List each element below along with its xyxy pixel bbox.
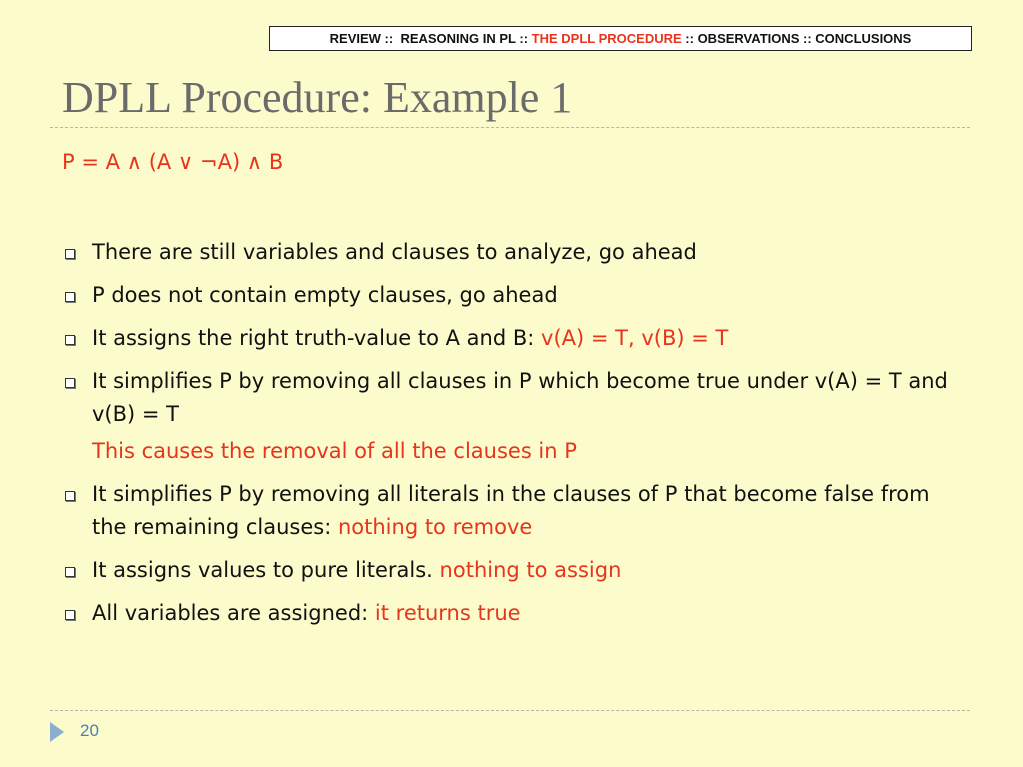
checkbox-bullet-icon — [62, 236, 92, 269]
bullet-list — [62, 236, 962, 640]
breadcrumb-reasoning[interactable]: REASONING IN PL :: — [400, 31, 529, 46]
list-item — [62, 236, 962, 269]
page-number: 20 — [80, 721, 99, 740]
list-item — [62, 279, 962, 312]
checkbox-bullet-icon — [62, 322, 92, 355]
bullet-text-group — [92, 554, 962, 587]
list-item — [62, 322, 962, 355]
bullet-text: It assigns the right truth-value to A and B: — [92, 326, 542, 350]
checkbox-bullet-icon — [62, 554, 92, 587]
breadcrumb-review[interactable]: REVIEW :: — [329, 31, 394, 46]
breadcrumb-rest[interactable]: :: OBSERVATIONS :: CONCLUSIONS — [685, 31, 912, 46]
checkbox-bullet-icon — [62, 365, 92, 398]
bullet-highlight: nothing to assign — [439, 558, 622, 582]
list-item — [62, 365, 962, 431]
bullet-highlight: v(A) = T, v(B) = T — [541, 326, 729, 350]
formula: P = A ∧ (A ∨ ¬A) ∧ B — [62, 150, 284, 174]
title-divider — [50, 127, 970, 128]
bullet-text: It assigns values to pure literals. — [92, 558, 440, 582]
list-item — [62, 554, 962, 587]
play-arrow-icon[interactable] — [50, 722, 64, 742]
bullet-text: P does not contain empty clauses, go ahead — [92, 283, 558, 307]
slide-title: DPLL Procedure: Example 1 — [62, 73, 573, 122]
bullet-text-group — [92, 322, 962, 355]
footer-divider — [50, 710, 970, 711]
breadcrumb-dpll[interactable]: THE DPLL PROCEDURE — [531, 31, 682, 46]
list-item — [62, 597, 962, 630]
bullet-highlight: nothing to remove — [337, 515, 533, 539]
bullet-highlight: it returns true — [374, 601, 521, 625]
bullet-text: There are still variables and clauses to analyze, go ahead — [92, 240, 697, 264]
bullet-text: It simplifies P by removing all literals in the clauses of P that become false from the remaining clauses: — [92, 482, 930, 539]
list-item — [62, 478, 962, 544]
checkbox-bullet-icon — [62, 478, 92, 511]
checkbox-bullet-icon — [62, 597, 92, 630]
bullet-text-group — [92, 597, 962, 630]
bullet-text-group — [92, 478, 962, 544]
checkbox-bullet-icon — [62, 279, 92, 312]
bullet-text: All variables are assigned: — [92, 601, 375, 625]
bullet-text: It simplifies P by removing all clauses in P which become true under v(A) = T and v(B) = T — [92, 369, 948, 426]
removal-note: This causes the removal of all the clauses in P — [92, 439, 577, 463]
breadcrumb — [269, 26, 972, 51]
